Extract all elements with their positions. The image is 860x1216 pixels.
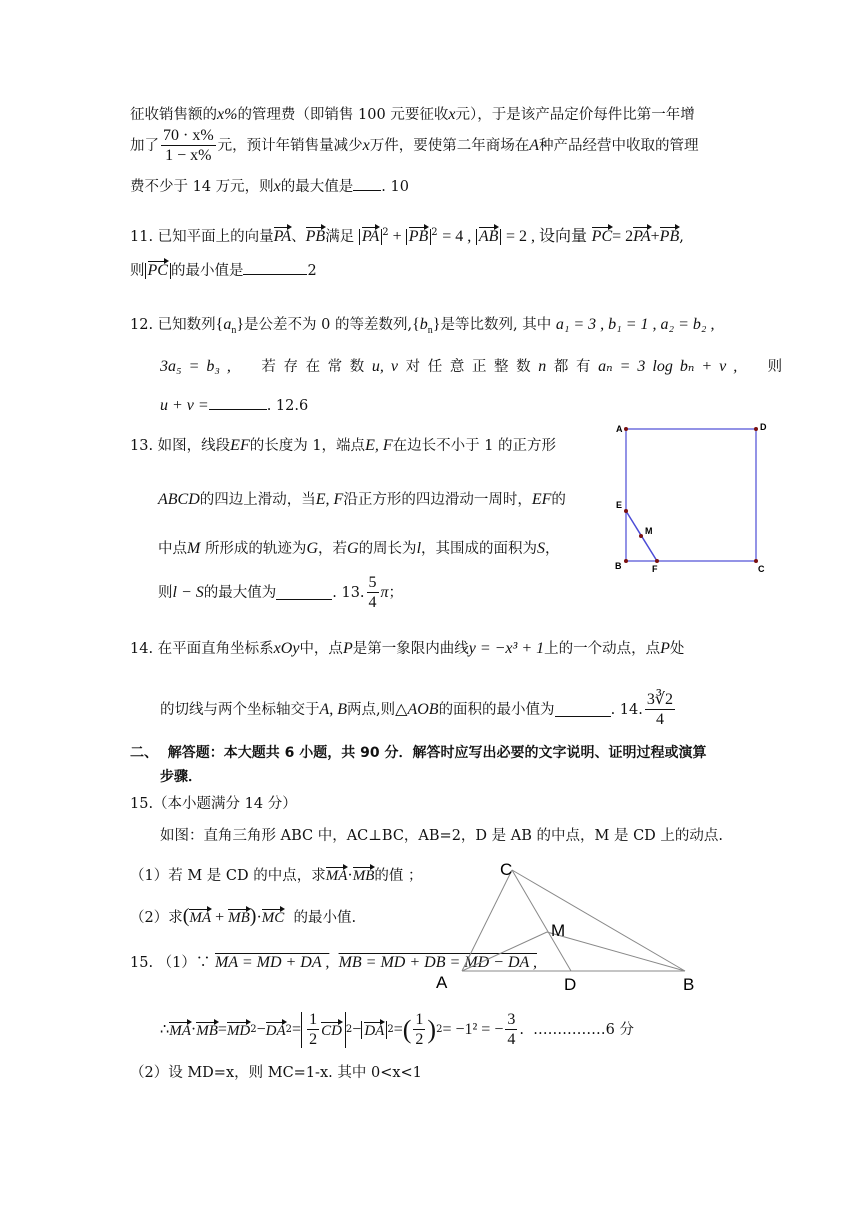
q15-part2: （2）求(MA + MB)·MC 的最小值. xyxy=(130,905,357,927)
q10-line2: 加了 $\frac{70 \cdot x\%}{1 - x\%}$ 元，预计年销售量减少 x 万件，要使第二年商场在 A 种产品经营中收取的管理 xyxy=(130,127,699,164)
label-f: F xyxy=(652,564,658,574)
answer-blank xyxy=(243,262,307,275)
label-d: D xyxy=(760,422,767,432)
answer-blank xyxy=(209,397,267,410)
q13-answer-fraction: $\frac{5}{4}$ xyxy=(368,574,377,611)
answer-blank xyxy=(353,178,381,191)
answer-blank xyxy=(276,587,332,600)
q15-solution-line1: 15. （1）∵ MA = MD + DA , MB = MD + DB = MD − DA , xyxy=(130,954,537,971)
vector-pa-abs: PA xyxy=(361,228,380,245)
q13-line2: ABCD的四边上滑动，当E, F沿正方形的四边滑动一周时，EF的 xyxy=(158,491,566,508)
point-d xyxy=(754,427,758,431)
label-b: B xyxy=(683,975,695,994)
triangle-figure xyxy=(430,854,710,999)
vector-pa: PA xyxy=(273,228,292,245)
q10-line3: 费不少于 14 万元，则x的最大值是 . 10 xyxy=(130,178,409,195)
q10-fraction: $\frac{70 \cdot x\%}{1 - x\%}$ xyxy=(163,127,214,164)
label-b: B xyxy=(615,561,622,571)
q14-line1: 14. 在平面直角坐标系xOy中，点P是第一象限内曲线y = −x³ + 1上的一个动点，点P处 xyxy=(130,640,685,657)
label-a: A xyxy=(616,424,623,434)
q14-line2: 的切线与两个坐标轴交于 A, B 两点,则 △AOB 的面积的最小值为 . 14. $\frac{3∛2}{4}$ xyxy=(160,691,674,728)
label-m: M xyxy=(551,921,566,940)
section2-heading: 二、 解答题：本大题共 6 小题，共 90 分．解答时应写出必要的文字说明、证明过程或演算 xyxy=(130,745,707,761)
label-a: A xyxy=(436,973,448,992)
side-cb xyxy=(512,870,685,971)
point-e xyxy=(624,509,628,513)
q11-line1: 11. 已知平面上的向量PA、PB满足 PA $^2$ + PB $^2$ = 4 , AB = 2 , 设向量 PC= 2PA+PB, xyxy=(130,227,684,245)
q10-line1: 征收销售额的x%的管理费（即销售 100 元要征收x元），于是该产品定价每件比第一年增 xyxy=(130,106,695,123)
label-c: C xyxy=(758,564,765,574)
q15-stem: 如图：直角三角形 ABC 中，AC⊥BC，AB=2，D 是 AB 的中点，M 是 CD 上的动点. xyxy=(160,828,724,844)
point-b xyxy=(624,559,628,563)
q15-header: 15.（本小题满分 14 分） xyxy=(130,796,297,812)
vector-pb-abs: PB xyxy=(408,228,429,245)
label-d: D xyxy=(564,975,577,994)
vector-pc: PC xyxy=(591,228,613,245)
point-c xyxy=(754,559,758,563)
q11-line2: 则 PC 的最小值是 2 xyxy=(130,262,317,279)
segment-ma xyxy=(462,932,547,971)
side-ac xyxy=(462,870,512,971)
vector-pb: PB xyxy=(305,228,326,245)
label-e: E xyxy=(616,500,623,510)
point-m xyxy=(639,534,643,538)
q15-solution-part2: （2）设 MD=x，则 MC=1-x. 其中 0<x<1 xyxy=(130,1065,422,1081)
square-figure xyxy=(610,418,775,578)
point-f xyxy=(655,559,659,563)
q13-line3: 中点M 所形成的轨迹为G，若G的周长为l，其围成的面积为S， xyxy=(158,540,560,557)
q14-answer-fraction: $\frac{3∛2}{4}$ xyxy=(646,691,674,728)
answer-blank xyxy=(555,704,611,717)
label-c: C xyxy=(500,860,513,879)
q12-line2: 3a₅ = b₃ , 若 存 在 常 数 u, v 对 任 意 正 整 数 n 都 有 aₙ = 3 log bₙ + v , 则 xyxy=(160,358,783,375)
vector-ab: AB xyxy=(478,228,499,245)
q12-line1: 12. 已知数列$\{a_n\}$是公差不为 0 的等差数列$,\{b_n\}$是等比数列, 其中 a₁ = 3 , b₁ = 1 , a₂ = b₂ , xyxy=(130,316,715,337)
q12-line3: u + v = . 12.6 xyxy=(160,397,309,414)
q15-solution-line2: ∴ MA · MB = MD 2 − DA 2 = $\frac{1}{2}$ CD 2 − DA 2 = ( $\frac{1}{2}$ ) 2 = −1² = − $\frac{3}{4}$ . ……………6 分 xyxy=(160,1011,635,1048)
q15-part1: （1）若 M 是 CD 的中点，求MA·MB的值 ； xyxy=(130,867,423,884)
q13-line4: 则 l − S 的最大值为 . 13. $\frac{5}{4}$ π ； xyxy=(158,574,404,611)
section2-heading-line2: 步骤． xyxy=(160,769,202,785)
q13-line1: 13. 如图，线段EF的长度为 1，端点E, F在边长不小于 1 的正方形 xyxy=(130,437,557,454)
point-a xyxy=(624,427,628,431)
label-m: M xyxy=(645,526,653,536)
